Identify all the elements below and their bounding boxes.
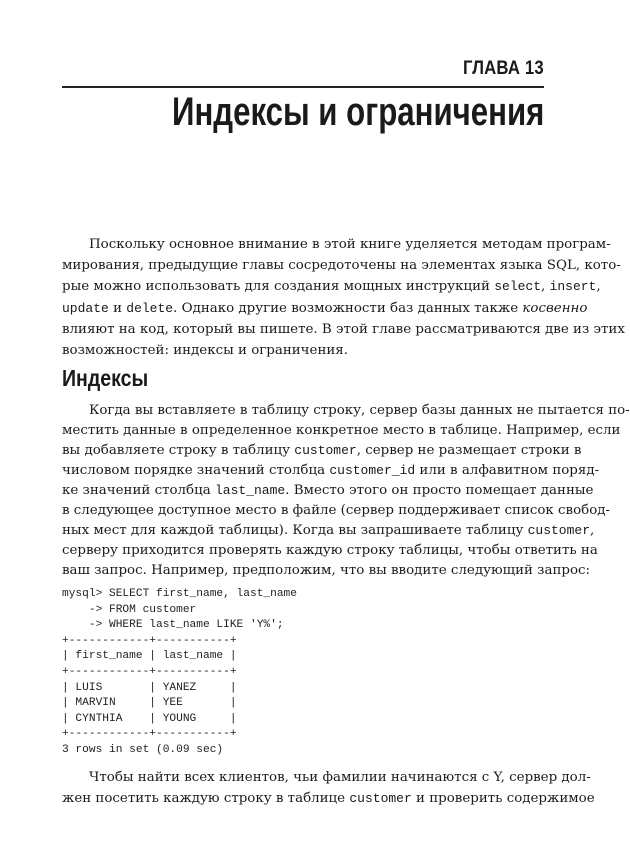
text-line bbox=[62, 441, 582, 461]
text-line bbox=[62, 481, 594, 501]
inline-code: insert bbox=[549, 279, 597, 295]
text-run: возможностей: индексы и ограничения. bbox=[62, 342, 349, 358]
text-line bbox=[62, 461, 600, 481]
text-run: , bbox=[590, 523, 595, 538]
text-line bbox=[62, 340, 545, 361]
text-line bbox=[62, 298, 588, 319]
code-block: mysql> SELECT first_name, last_name -> FROM customer -> WHERE last_name LIKE 'Y%'; +------------+-----------+ | first_name | last_name | +------------+-----------+ | LUIS | YANEZ | | MARVIN | YEE | | CYNTHIA | YOUNG | +------------+-----------+ 3 rows in set (0.09 sec) bbox=[62, 588, 297, 756]
text-run: и проверить содержимое bbox=[411, 791, 595, 807]
text-line bbox=[62, 788, 595, 809]
text-line bbox=[62, 276, 601, 297]
text-line bbox=[62, 521, 595, 541]
inline-code: update bbox=[62, 300, 109, 316]
emphasis: косвенно bbox=[522, 300, 588, 316]
text-line bbox=[62, 541, 598, 561]
header-rule bbox=[62, 86, 544, 88]
inline-code: customer bbox=[349, 791, 412, 807]
section-paragraph bbox=[62, 401, 630, 581]
text-run: . Вместо этого он просто помещает данные bbox=[285, 483, 594, 498]
text-run: Когда вы вставляете в таблицу строку, сервер базы данных не пытается по- bbox=[89, 403, 630, 418]
text-run: серверу приходится проверять каждую строку таблицы, чтобы ответить на bbox=[62, 543, 598, 558]
text-line bbox=[62, 234, 611, 255]
text-run: ваш запрос. Например, предположим, что вы вводите следующий запрос: bbox=[62, 563, 591, 578]
text-run: мирования, предыдущие главы сосредоточены на элементах языка SQL, кото- bbox=[62, 258, 621, 274]
text-run: вы добавляете строку в таблицу bbox=[62, 443, 295, 458]
text-run: или в алфавитном поряд- bbox=[415, 463, 600, 478]
text-run: в следующее доступное место в файле (сервер поддерживает список свобод- bbox=[62, 503, 611, 518]
inline-code: customer bbox=[527, 523, 591, 538]
text-line bbox=[62, 319, 625, 340]
text-line bbox=[62, 767, 591, 788]
text-run: Поскольку основное внимание в этой книге уделяется методам програм- bbox=[89, 237, 611, 252]
text-run: и bbox=[108, 300, 127, 316]
text-run: , bbox=[541, 279, 550, 295]
text-run: ке значений столбца bbox=[62, 483, 215, 498]
text-run: рые можно использовать для создания мощных инструкций bbox=[62, 279, 495, 295]
text-line bbox=[62, 421, 621, 441]
inline-code: select bbox=[494, 279, 542, 295]
inline-code: delete bbox=[126, 300, 174, 316]
text-run: числовом порядке значений столбца bbox=[62, 463, 330, 478]
text-run: ных мест для каждой таблицы). Когда вы запрашиваете таблицу bbox=[62, 523, 528, 538]
text-run: . Однако другие возможности баз данных также bbox=[173, 300, 523, 316]
text-run: жен посетить каждую строку в таблице bbox=[62, 791, 350, 807]
text-run: влияют на код, который вы пишете. В этой главе рассматриваются две из этих bbox=[62, 321, 625, 337]
inline-code: customer_id bbox=[329, 463, 416, 478]
text-line bbox=[62, 401, 630, 421]
text-line bbox=[62, 561, 591, 581]
text-run: местить данные в определенное конкретное место в таблице. Например, если bbox=[62, 423, 621, 438]
chapter-label: ГЛАВА 13 bbox=[463, 58, 544, 79]
closing-paragraph bbox=[62, 767, 595, 809]
text-line bbox=[62, 255, 621, 276]
chapter-title: Индексы и ограничения bbox=[171, 90, 544, 134]
inline-code: customer bbox=[294, 443, 357, 458]
text-line bbox=[62, 501, 611, 521]
text-run: , сервер не размещает строки в bbox=[356, 443, 582, 458]
section-heading: Индексы bbox=[62, 365, 149, 391]
text-run: Чтобы найти всех клиентов, чьи фамилии начинаются с Y, сервер дол- bbox=[89, 770, 591, 785]
inline-code: last_name bbox=[214, 483, 286, 498]
intro-paragraph bbox=[62, 234, 625, 361]
text-run: , bbox=[596, 279, 601, 295]
